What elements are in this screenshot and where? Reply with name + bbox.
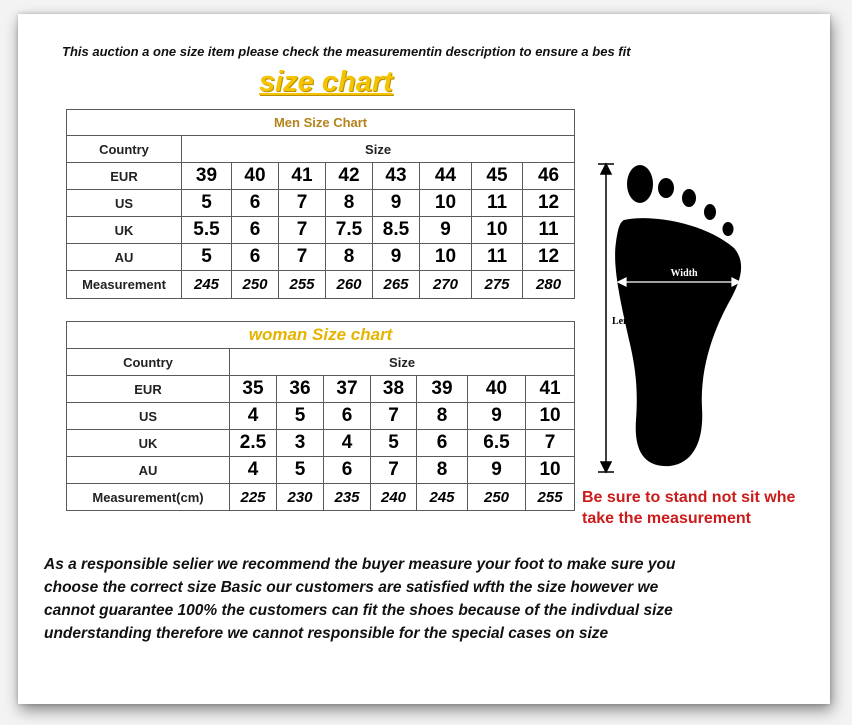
- women-size-table: [66, 321, 575, 511]
- table-cell: 7.5: [326, 217, 373, 244]
- table-cell: 9: [373, 190, 420, 217]
- table-cell: 3: [277, 430, 324, 457]
- table-cell: 260: [326, 271, 373, 299]
- row-label-au: AU: [67, 457, 230, 484]
- table-cell: 39: [182, 163, 232, 190]
- table-cell: 5: [277, 403, 324, 430]
- country-header: Country: [67, 136, 182, 163]
- table-cell: 235: [324, 484, 371, 511]
- table-cell: 10: [420, 244, 472, 271]
- table-cell: 5: [182, 244, 232, 271]
- table-cell: 6.5: [468, 430, 526, 457]
- table-cell: 2.5: [230, 430, 277, 457]
- table-cell: 5: [182, 190, 232, 217]
- table-cell: 12: [523, 190, 575, 217]
- table-cell: 7: [279, 244, 326, 271]
- table-cell: 245: [182, 271, 232, 299]
- table-cell: 6: [417, 430, 468, 457]
- table-cell: 6: [232, 190, 279, 217]
- table-cell: 12: [523, 244, 575, 271]
- table-cell: 8: [326, 244, 373, 271]
- row-label-measurement: Measurement: [67, 271, 182, 299]
- disclaimer-line: understanding therefore we cannot responsible for the special cases on size: [44, 625, 609, 642]
- page-title: size chart: [259, 66, 393, 98]
- table-cell: 255: [526, 484, 575, 511]
- table-cell: 41: [526, 376, 575, 403]
- measurement-warning: [582, 487, 795, 529]
- table-cell: 275: [472, 271, 523, 299]
- table-cell: 6: [324, 403, 371, 430]
- row-label-measurement: Measurement(cm): [67, 484, 230, 511]
- table-cell: 38: [371, 376, 417, 403]
- table-cell: 5: [371, 430, 417, 457]
- size-header: Size: [230, 349, 575, 376]
- table-cell: 11: [472, 190, 523, 217]
- table-cell: 230: [277, 484, 324, 511]
- table-cell: 8: [417, 457, 468, 484]
- table-cell: 39: [417, 376, 468, 403]
- foot-measurement-diagram: [594, 158, 754, 478]
- table-cell: 10: [526, 457, 575, 484]
- table-cell: 7: [279, 190, 326, 217]
- men-size-table: [66, 109, 575, 299]
- table-cell: 5.5: [182, 217, 232, 244]
- table-cell: 35: [230, 376, 277, 403]
- length-label: Length: [612, 316, 643, 327]
- women-chart-title: woman Size chart: [67, 322, 575, 349]
- table-cell: 270: [420, 271, 472, 299]
- row-label-eur: EUR: [67, 163, 182, 190]
- table-cell: 45: [472, 163, 523, 190]
- warning-line: take the measurement: [582, 510, 751, 527]
- notice-text: This auction a one size item please check the measurementin description to ensure a bes fit: [62, 44, 631, 59]
- table-cell: 46: [523, 163, 575, 190]
- table-cell: 6: [232, 217, 279, 244]
- table-cell: 43: [373, 163, 420, 190]
- table-cell: 5: [277, 457, 324, 484]
- table-cell: 280: [523, 271, 575, 299]
- table-cell: 9: [420, 217, 472, 244]
- table-cell: 11: [523, 217, 575, 244]
- table-cell: 4: [230, 403, 277, 430]
- table-cell: 245: [417, 484, 468, 511]
- disclaimer-text: [44, 553, 814, 645]
- table-cell: 40: [232, 163, 279, 190]
- table-cell: 7: [371, 457, 417, 484]
- row-label-uk: UK: [67, 217, 182, 244]
- men-chart-title: Men Size Chart: [67, 110, 575, 136]
- row-label-us: US: [67, 190, 182, 217]
- table-cell: 8.5: [373, 217, 420, 244]
- size-header: Size: [182, 136, 575, 163]
- table-cell: 8: [417, 403, 468, 430]
- warning-line: Be sure to stand not sit whe: [582, 489, 796, 506]
- table-cell: 9: [468, 457, 526, 484]
- table-cell: 265: [373, 271, 420, 299]
- table-cell: 8: [326, 190, 373, 217]
- table-cell: 11: [472, 244, 523, 271]
- row-label-uk: UK: [67, 430, 230, 457]
- table-cell: 10: [472, 217, 523, 244]
- table-cell: 255: [279, 271, 326, 299]
- table-cell: 37: [324, 376, 371, 403]
- table-cell: 41: [279, 163, 326, 190]
- disclaimer-line: cannot guarantee 100% the customers can fit the shoes because of the indivdual size: [44, 602, 673, 619]
- table-cell: 10: [420, 190, 472, 217]
- table-cell: 10: [526, 403, 575, 430]
- disclaimer-line: choose the correct size Basic our customers are satisfied wfth the size however we: [44, 579, 659, 596]
- row-label-eur: EUR: [67, 376, 230, 403]
- table-cell: 225: [230, 484, 277, 511]
- table-cell: 250: [468, 484, 526, 511]
- row-label-au: AU: [67, 244, 182, 271]
- table-cell: 6: [324, 457, 371, 484]
- width-label: Width: [670, 268, 698, 279]
- table-cell: 40: [468, 376, 526, 403]
- table-cell: 42: [326, 163, 373, 190]
- table-cell: 44: [420, 163, 472, 190]
- table-cell: 36: [277, 376, 324, 403]
- table-cell: 250: [232, 271, 279, 299]
- table-cell: 4: [230, 457, 277, 484]
- table-cell: 9: [373, 244, 420, 271]
- table-cell: 7: [279, 217, 326, 244]
- table-cell: 240: [371, 484, 417, 511]
- row-label-us: US: [67, 403, 230, 430]
- table-cell: 9: [468, 403, 526, 430]
- country-header: Country: [67, 349, 230, 376]
- table-cell: 7: [526, 430, 575, 457]
- table-cell: 4: [324, 430, 371, 457]
- table-cell: 6: [232, 244, 279, 271]
- disclaimer-line: As a responsible selier we recommend the buyer measure your foot to make sure you: [44, 556, 676, 573]
- table-cell: 7: [371, 403, 417, 430]
